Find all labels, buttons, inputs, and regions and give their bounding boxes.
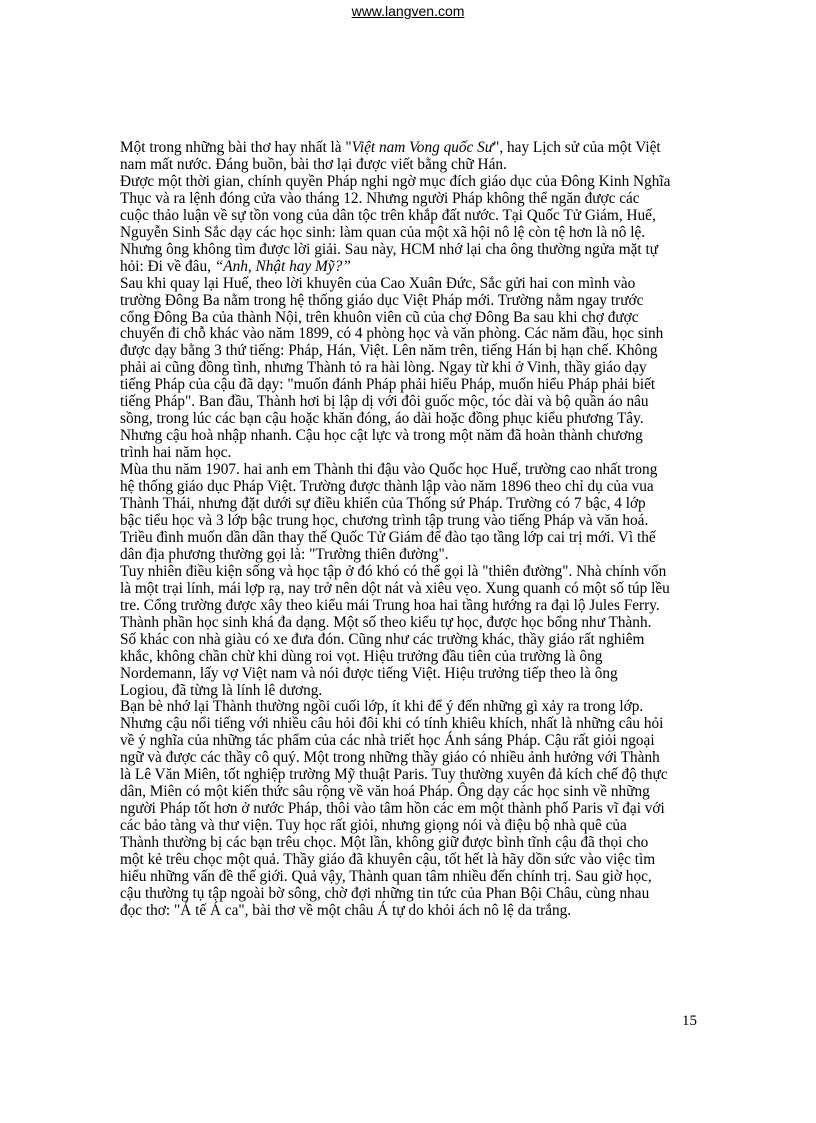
document-body	[120, 140, 702, 920]
paragraph-poem-intro	[120, 140, 702, 174]
page-number: 15	[682, 1013, 697, 1029]
quote-england-japan-america: “Anh, Nhật hay Mỹ?”	[214, 257, 351, 275]
paragraph-dong-ba-school: Sau khi quay lại Huế, theo lời khuyên của Cao Xuân Đức, Sắc gửi hai con mình vào trường Đông Ba nằm trong hệ thống giáo dục Việt Pháp mới. Trường nằm ngay trước cổng Đông Ba của thành Nội, trên khuôn viên cũ của chợ Đông Ba sau khi chợ được chuyển đi chỗ khác vào năm 1899, có 4 phòng học và văn phòng. Các năm đầu, học sinh được dạy bằng 3 thứ tiếng: Pháp, Hán, Việt. Lên năm trên, tiếng Hán bị hạn chế. Không phải ai cũng đồng tình, nhưng Thành tỏ ra hài lòng. Ngay từ khi ở Vinh, thầy giáo dạy tiếng Pháp của cậu đã dạy: "muốn đánh Pháp phải hiểu Pháp, muốn hiểu Pháp phải biết tiếng Pháp". Ban đầu, Thành hơi bị lập dị với đôi guốc mộc, tóc dài và bộ quần áo nâu sồng, trong lúc các bạn cậu hoặc khăn đóng, áo dài hoặc đồng phục kiểu phương Tây. Nhưng cậu hoà nhập nhanh. Cậu học cật lực và trong một năm đã hoàn thành chương trình hai năm học.	[120, 274, 664, 462]
paragraph-classmates-memories: Bạn bè nhớ lại Thành thường ngồi cuối lớp, ít khi để ý đến những gì xảy ra trong lớp. Nhưng cậu nổi tiếng với nhiều câu hỏi đôi khi có tính khiêu khích, nhất là những câu hỏi về ý nghĩa của những tác phẩm của các nhà triết học Ánh sáng Pháp. Cậu rất giỏi ngoại ngữ và được các thầy cô quý. Một trong những thầy giáo có nhiều ảnh hưởng với Thành là Lê Văn Miên, tốt nghiệp trường Mỹ thuật Paris. Tuy thường xuyên đả kích chế độ thực dân, Miên có một kiến thức sâu rộng về văn hoá Pháp. Ông dạy các học sinh về những người Pháp tốt hơn ở nước Pháp, thôi vào tâm hồn các em một thành phố Paris vĩ đại với các bảo tàng và thư viện. Tuy học rất giỏi, nhưng giọng nói và điệu bộ nhà quê của Thành thường bị các bạn trêu chọc. Một lần, không giữ được bình tĩnh cậu đã thọi cho một kẻ trêu chọc một quả. Thầy giáo đã khuyên cậu, tốt hết là hãy dồn sức vào việc tìm hiểu những vấn đề thế giới. Quả vậy, Thành quan tâm nhiều đến chính trị. Sau giờ học, cậu thường tụ tập ngoài bờ sông, chờ đợi những tin tức của Phan Bội Châu, cùng nhau đọc thơ: "Á tế Á ca", bài thơ về một châu Á tự do khỏi ách nô lệ da trắng.	[120, 698, 668, 919]
paragraph-living-conditions: Tuy nhiên điều kiện sống và học tập ở đó khó có thể gọi là "thiên đường". Nhà chính vốn là một trại lính, mái lợp rạ, nay trở nên dột nát và xiêu vẹo. Xung quanh có một số túp lều tre. Cổng trường được xây theo kiểu mái Trung hoa hai tầng hướng ra đại lộ Jules Ferry. Thành phần học sinh khá đa dạng. Một số theo kiểu tự học, được học bổng như Thành. Số khác con nhà giàu có xe đưa đón. Cũng như các trường khác, thầy giáo rất nghiêm khắc, không chần chừ khi dùng roi vọt. Hiệu trưởng đầu tiên của trường là ông Nordemann, lấy vợ Việt nam và nói được tiếng Việt. Hiệu trưởng tiếp theo là ông Logiou, đã từng là lính lê dương.	[120, 562, 670, 699]
paragraph-school-closure	[120, 174, 702, 276]
paragraph-2-text: Được một thời gian, chính quyền Pháp nghi ngờ mục đích giáo dục của Đông Kinh Nghĩa Thục và ra lệnh đóng cửa vào tháng 12. Nhưng người Pháp không thể ngăn được các cuộc thảo luận về sự tồn vong của dân tộc trên khắp đất nước. Tại Quốc Tử Giám, Huế, Nguyễn Sinh Sắc dạy các học sinh: làm quan của một xã hội nô lệ còn tệ hơn là nô lệ. Nhưng ông không tìm được lời giải. Sau này, HCM nhớ lại cha ông thường ngửa mặt tự hỏi: Đi về đâu,	[120, 172, 671, 275]
site-url-header[interactable]: www.langven.com	[351, 3, 465, 19]
paragraph-1-tail-text: ", hay Lịch sử của một Việt nam mất nước. Đáng buồn, bài thơ lại được viết bằng chữ Hán.	[120, 139, 661, 173]
poem-title: Việt nam Vong quốc Sư	[351, 139, 494, 156]
paragraph-1-lead-text: Một trong những bài thơ hay nhất là "	[120, 139, 352, 156]
paragraph-quoc-hoc-hue: Mùa thu năm 1907. hai anh em Thành thi đậu vào Quốc học Huế, trường cao nhất trong hệ thống giáo dục Pháp Việt. Trường được thành lập vào năm 1896 theo chỉ dụ của vua Thành Thái, nhưng đặt dưới sự điều khiển của Thống sứ Pháp. Trường có 7 bậc, 4 lớp bậc tiểu học và 3 lớp bậc trung học, chương trình tập trung vào tiếng Pháp và văn hoá. Triều đình muốn dần dần thay thế Quốc Tử Giám để đào tạo tầng lớp cai trị mới. Vì thế dân địa phương thường gọi là: "Trường thiên đường".	[120, 461, 658, 563]
